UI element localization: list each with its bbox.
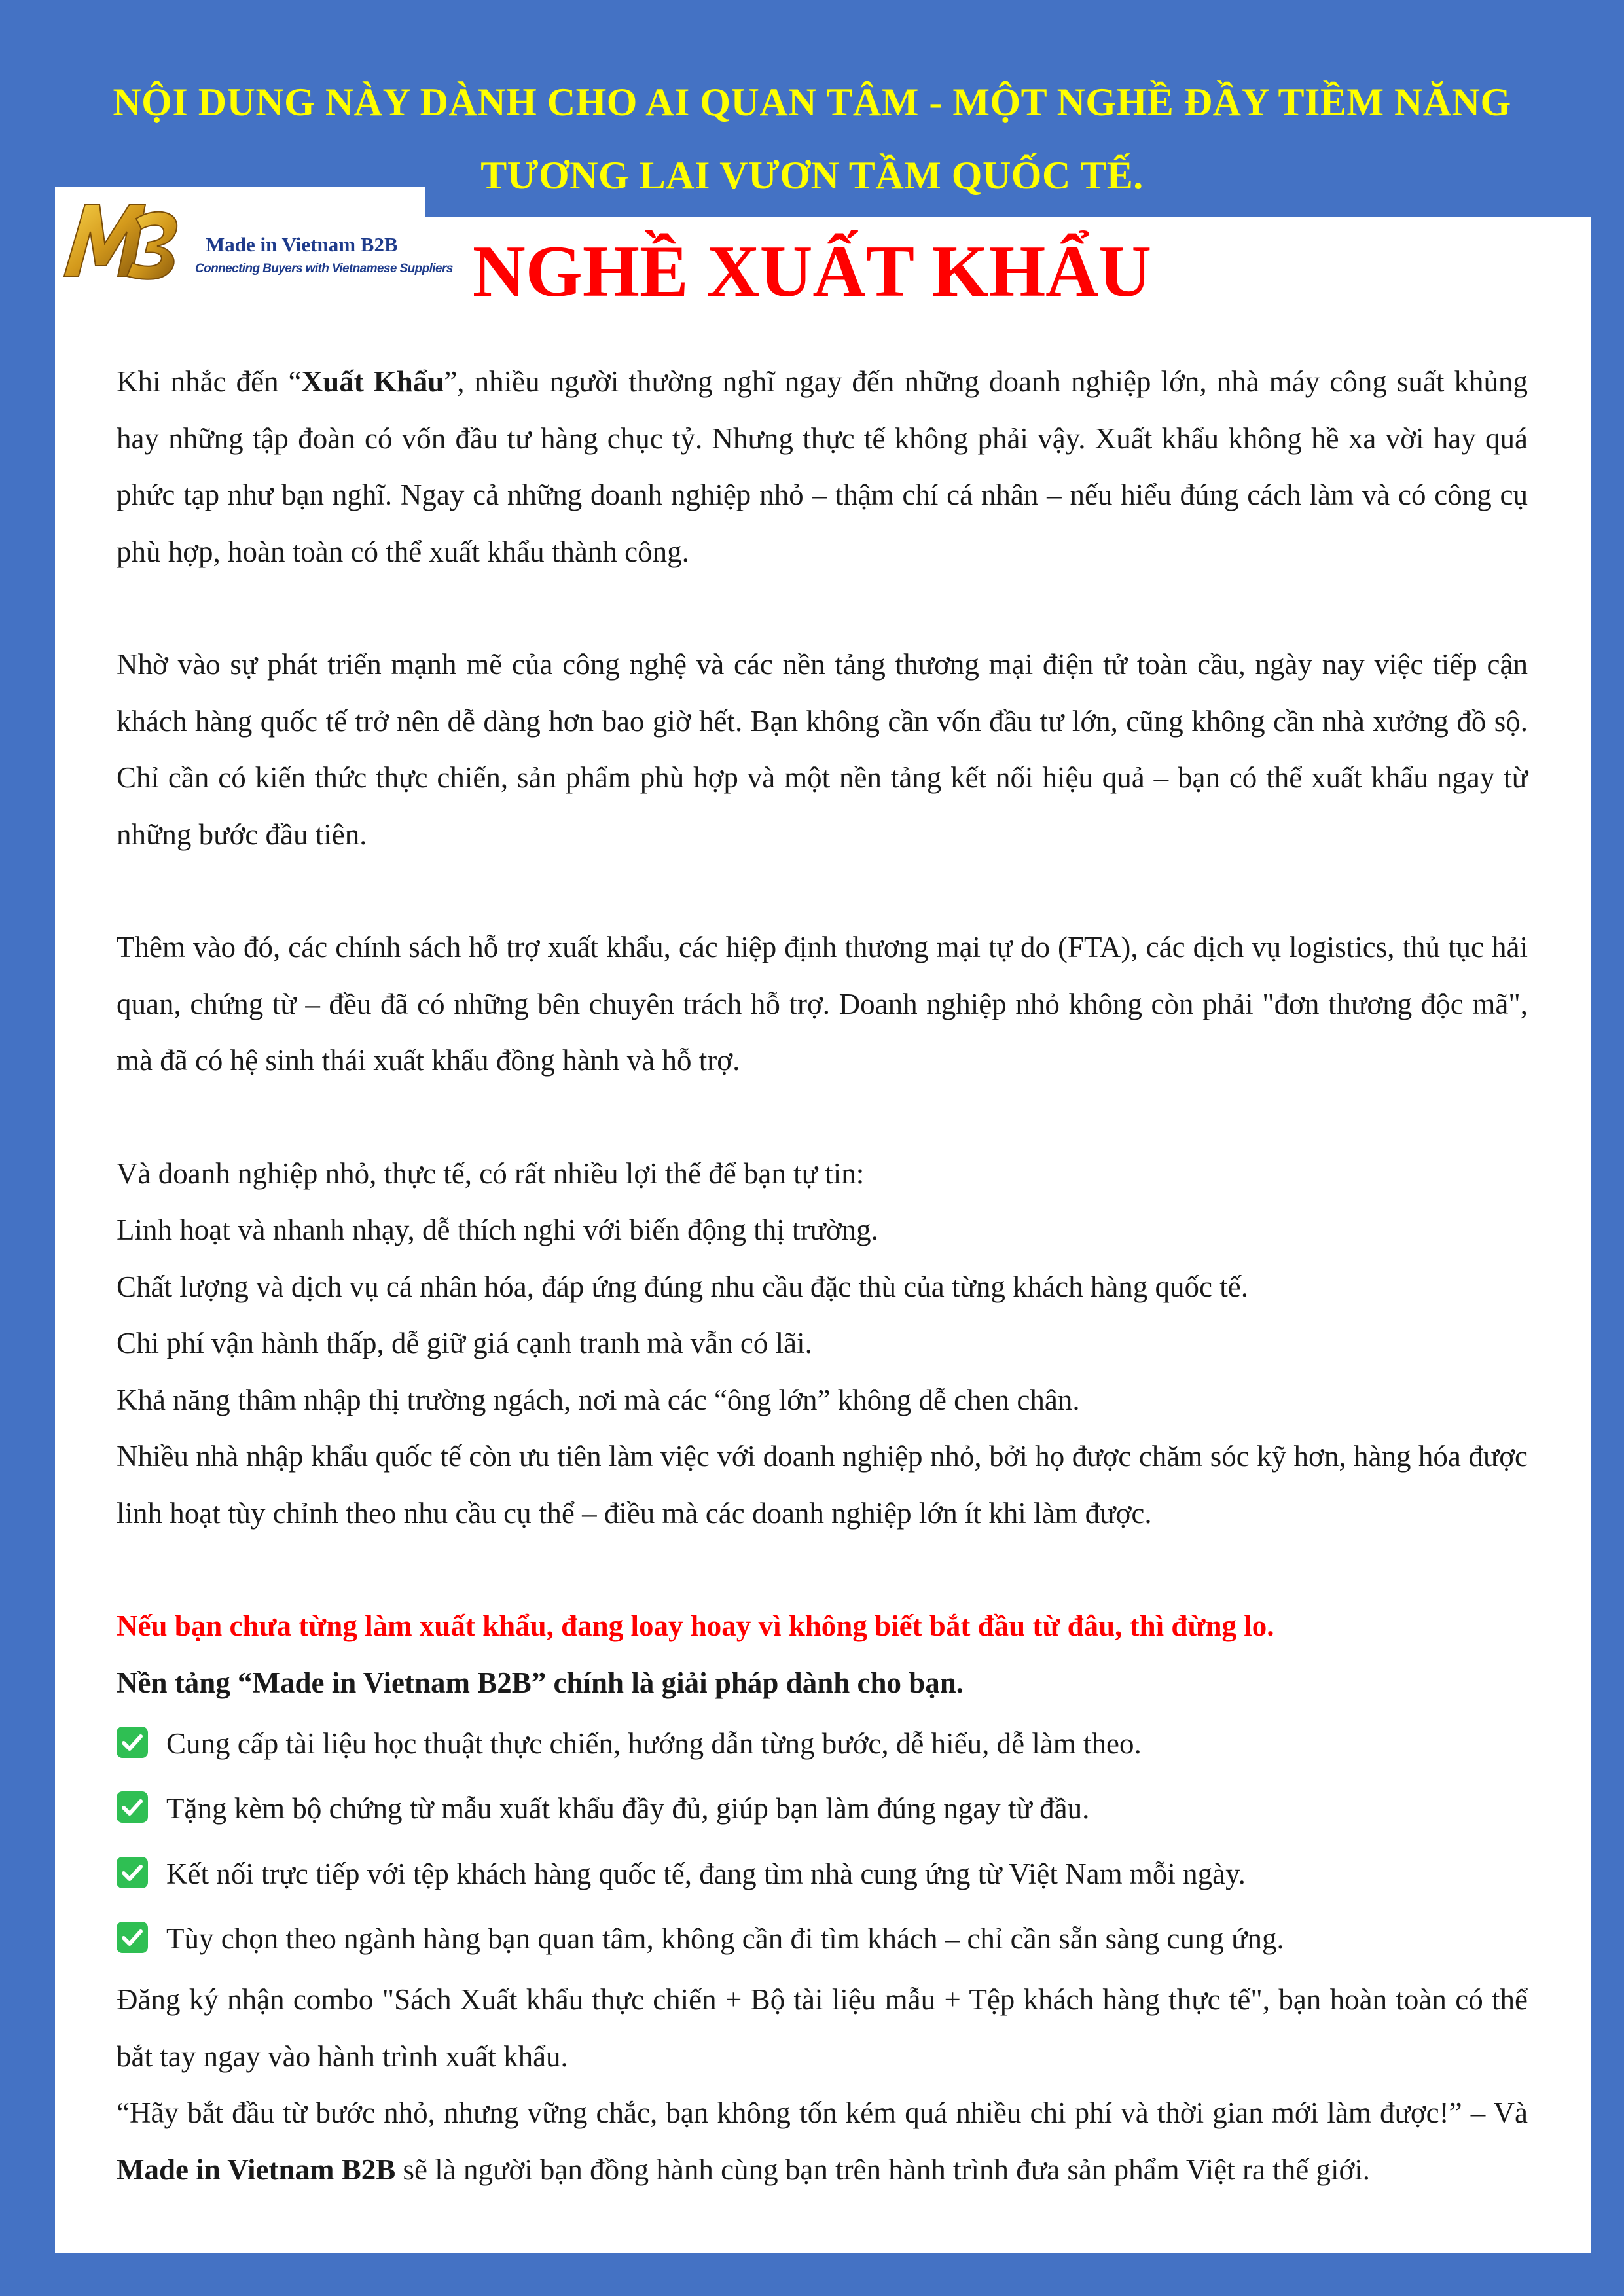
banner-line-2: TƯƠNG LAI VƯƠN TẦM QUỐC TẾ. bbox=[480, 154, 1144, 197]
check-item-text: Tặng kèm bộ chứng từ mẫu xuất khẩu đầy đủ, giúp bạn làm đúng ngay từ đầu. bbox=[166, 1792, 1090, 1825]
logo-tagline: Connecting Buyers with Vietnamese Suppliers bbox=[195, 262, 453, 276]
paragraph-1 bbox=[117, 353, 1528, 580]
checkmark-icon bbox=[117, 1791, 148, 1823]
callout-red: Nếu bạn chưa từng làm xuất khẩu, đang loay hoay vì không biết bắt đầu từ đâu, thì đừng lo. bbox=[117, 1609, 1274, 1642]
advantage-item: Khả năng thâm nhập thị trường ngách, nơi mà các “ông lớn” không dễ chen chân. bbox=[117, 1383, 1080, 1416]
check-item-text: Kết nối trực tiếp với tệp khách hàng quốc tế, đang tìm nhà cung ứng từ Việt Nam mỗi ngày. bbox=[166, 1857, 1246, 1890]
advantage-item: Linh hoạt và nhanh nhạy, dễ thích nghi với biến động thị trường. bbox=[117, 1213, 878, 1246]
check-item bbox=[117, 1907, 1528, 1972]
paragraph-7 bbox=[117, 2085, 1528, 2198]
callout-bold: Nền tảng “Made in Vietnam B2B” chính là giải pháp dành cho bạn. bbox=[117, 1666, 964, 1699]
advantage-item: Chất lượng và dịch vụ cá nhân hóa, đáp ứng đúng nhu cầu đặc thù của từng khách hàng quốc tế. bbox=[117, 1270, 1248, 1303]
advantages-intro: Và doanh nghiệp nhỏ, thực tế, có rất nhiều lợi thế để bạn tự tin: bbox=[117, 1157, 865, 1190]
paragraph-3: Thêm vào đó, các chính sách hỗ trợ xuất khẩu, các hiệp định thương mại tự do (FTA), các dịch vụ logistics, thủ tục hải quan, chứng từ – đều đã có những bên chuyên trách hỗ trợ. Doanh nghiệp nhỏ không còn phải "đơn thương độc mã", mà đã có hệ sinh thái xuất khẩu đồng hành và hỗ trợ. bbox=[117, 931, 1528, 1077]
advantage-item: Chi phí vận hành thấp, dễ giữ giá cạnh tranh mà vẫn có lãi. bbox=[117, 1327, 812, 1359]
check-item bbox=[117, 1776, 1528, 1842]
p1-bold-term: Xuất Khẩu bbox=[301, 365, 444, 398]
checkmark-icon bbox=[117, 1727, 148, 1758]
p1-text-end: ”, nhiều người thường nghĩ ngay đến những doanh nghiệp lớn, nhà máy công suất khủng hay những tập đoàn có vốn đầu tư hàng chục tỷ. Nhưng thực tế không phải vậy. Xuất khẩu không hề xa vời hay quá phức tạp như bạn nghĩ. Ngay cả những doanh nghiệp nhỏ – thậm chí cá nhân – nếu hiểu đúng cách làm và có công cụ phù hợp, hoàn toàn có thể xuất khẩu thành công. bbox=[117, 365, 1528, 568]
p1-text-start: Khi nhắc đến “ bbox=[117, 365, 302, 398]
p7-text-start: “Hãy bắt đầu từ bước nhỏ, nhưng vững chắc, bạn không tốn kém quá nhiều chi phí và thời gian mới làm được!” – Và bbox=[117, 2096, 1528, 2129]
checkmark-icon bbox=[117, 1857, 148, 1888]
advantage-item: Nhiều nhà nhập khẩu quốc tế còn ưu tiên làm việc với doanh nghiệp nhỏ, bởi họ được chăm sóc kỹ hơn, hàng hóa được linh hoạt tùy chỉnh theo nhu cầu cụ thể – điều mà các doanh nghiệp lớn ít khi làm được. bbox=[117, 1440, 1528, 1530]
article-body bbox=[117, 353, 1528, 2198]
banner-line-1: NỘI DUNG NÀY DÀNH CHO AI QUAN TÂM - MỘT NGHỀ ĐẦY TIỀM NĂNG bbox=[113, 81, 1511, 124]
check-item-text: Tùy chọn theo ngành hàng bạn quan tâm, không cần đi tìm khách – chỉ cần sẵn sàng cung ứng. bbox=[166, 1922, 1284, 1955]
checkmark-icon bbox=[117, 1922, 148, 1953]
check-item-text: Cung cấp tài liệu học thuật thực chiến, hướng dẫn từng bước, dễ hiểu, dễ làm theo. bbox=[166, 1727, 1142, 1760]
p7-bold-brand: Made in Vietnam B2B bbox=[117, 2153, 396, 2186]
logo-name: Made in Vietnam B2B bbox=[206, 233, 398, 256]
paragraph-2: Nhờ vào sự phát triển mạnh mẽ của công nghệ và các nền tảng thương mại điện tử toàn cầu, ngày nay việc tiếp cận khách hàng quốc tế trở nên dễ dàng hơn bao giờ hết. Bạn không cần vốn đầu tư lớn, cũng không cần nhà xưởng đồ sộ. Chỉ cần có kiến thức thực chiến, sản phẩm phù hợp và một nền tảng kết nối hiệu quả – bạn có thể xuất khẩu ngay từ những bước đầu tiên. bbox=[117, 648, 1528, 851]
check-item bbox=[117, 1841, 1528, 1907]
p7-text-end: sẽ là người bạn đồng hành cùng bạn trên hành trình đưa sản phẩm Việt ra thế giới. bbox=[395, 2153, 1371, 2186]
check-item bbox=[117, 1711, 1528, 1776]
page-title: NGHỀ XUẤT KHẨU bbox=[472, 231, 1152, 312]
paragraph-6: Đăng ký nhận combo "Sách Xuất khẩu thực chiến + Bộ tài liệu mẫu + Tệp khách hàng thực tế", bạn hoàn toàn có thể bắt tay ngay vào hành trình xuất khẩu. bbox=[117, 1983, 1528, 2073]
